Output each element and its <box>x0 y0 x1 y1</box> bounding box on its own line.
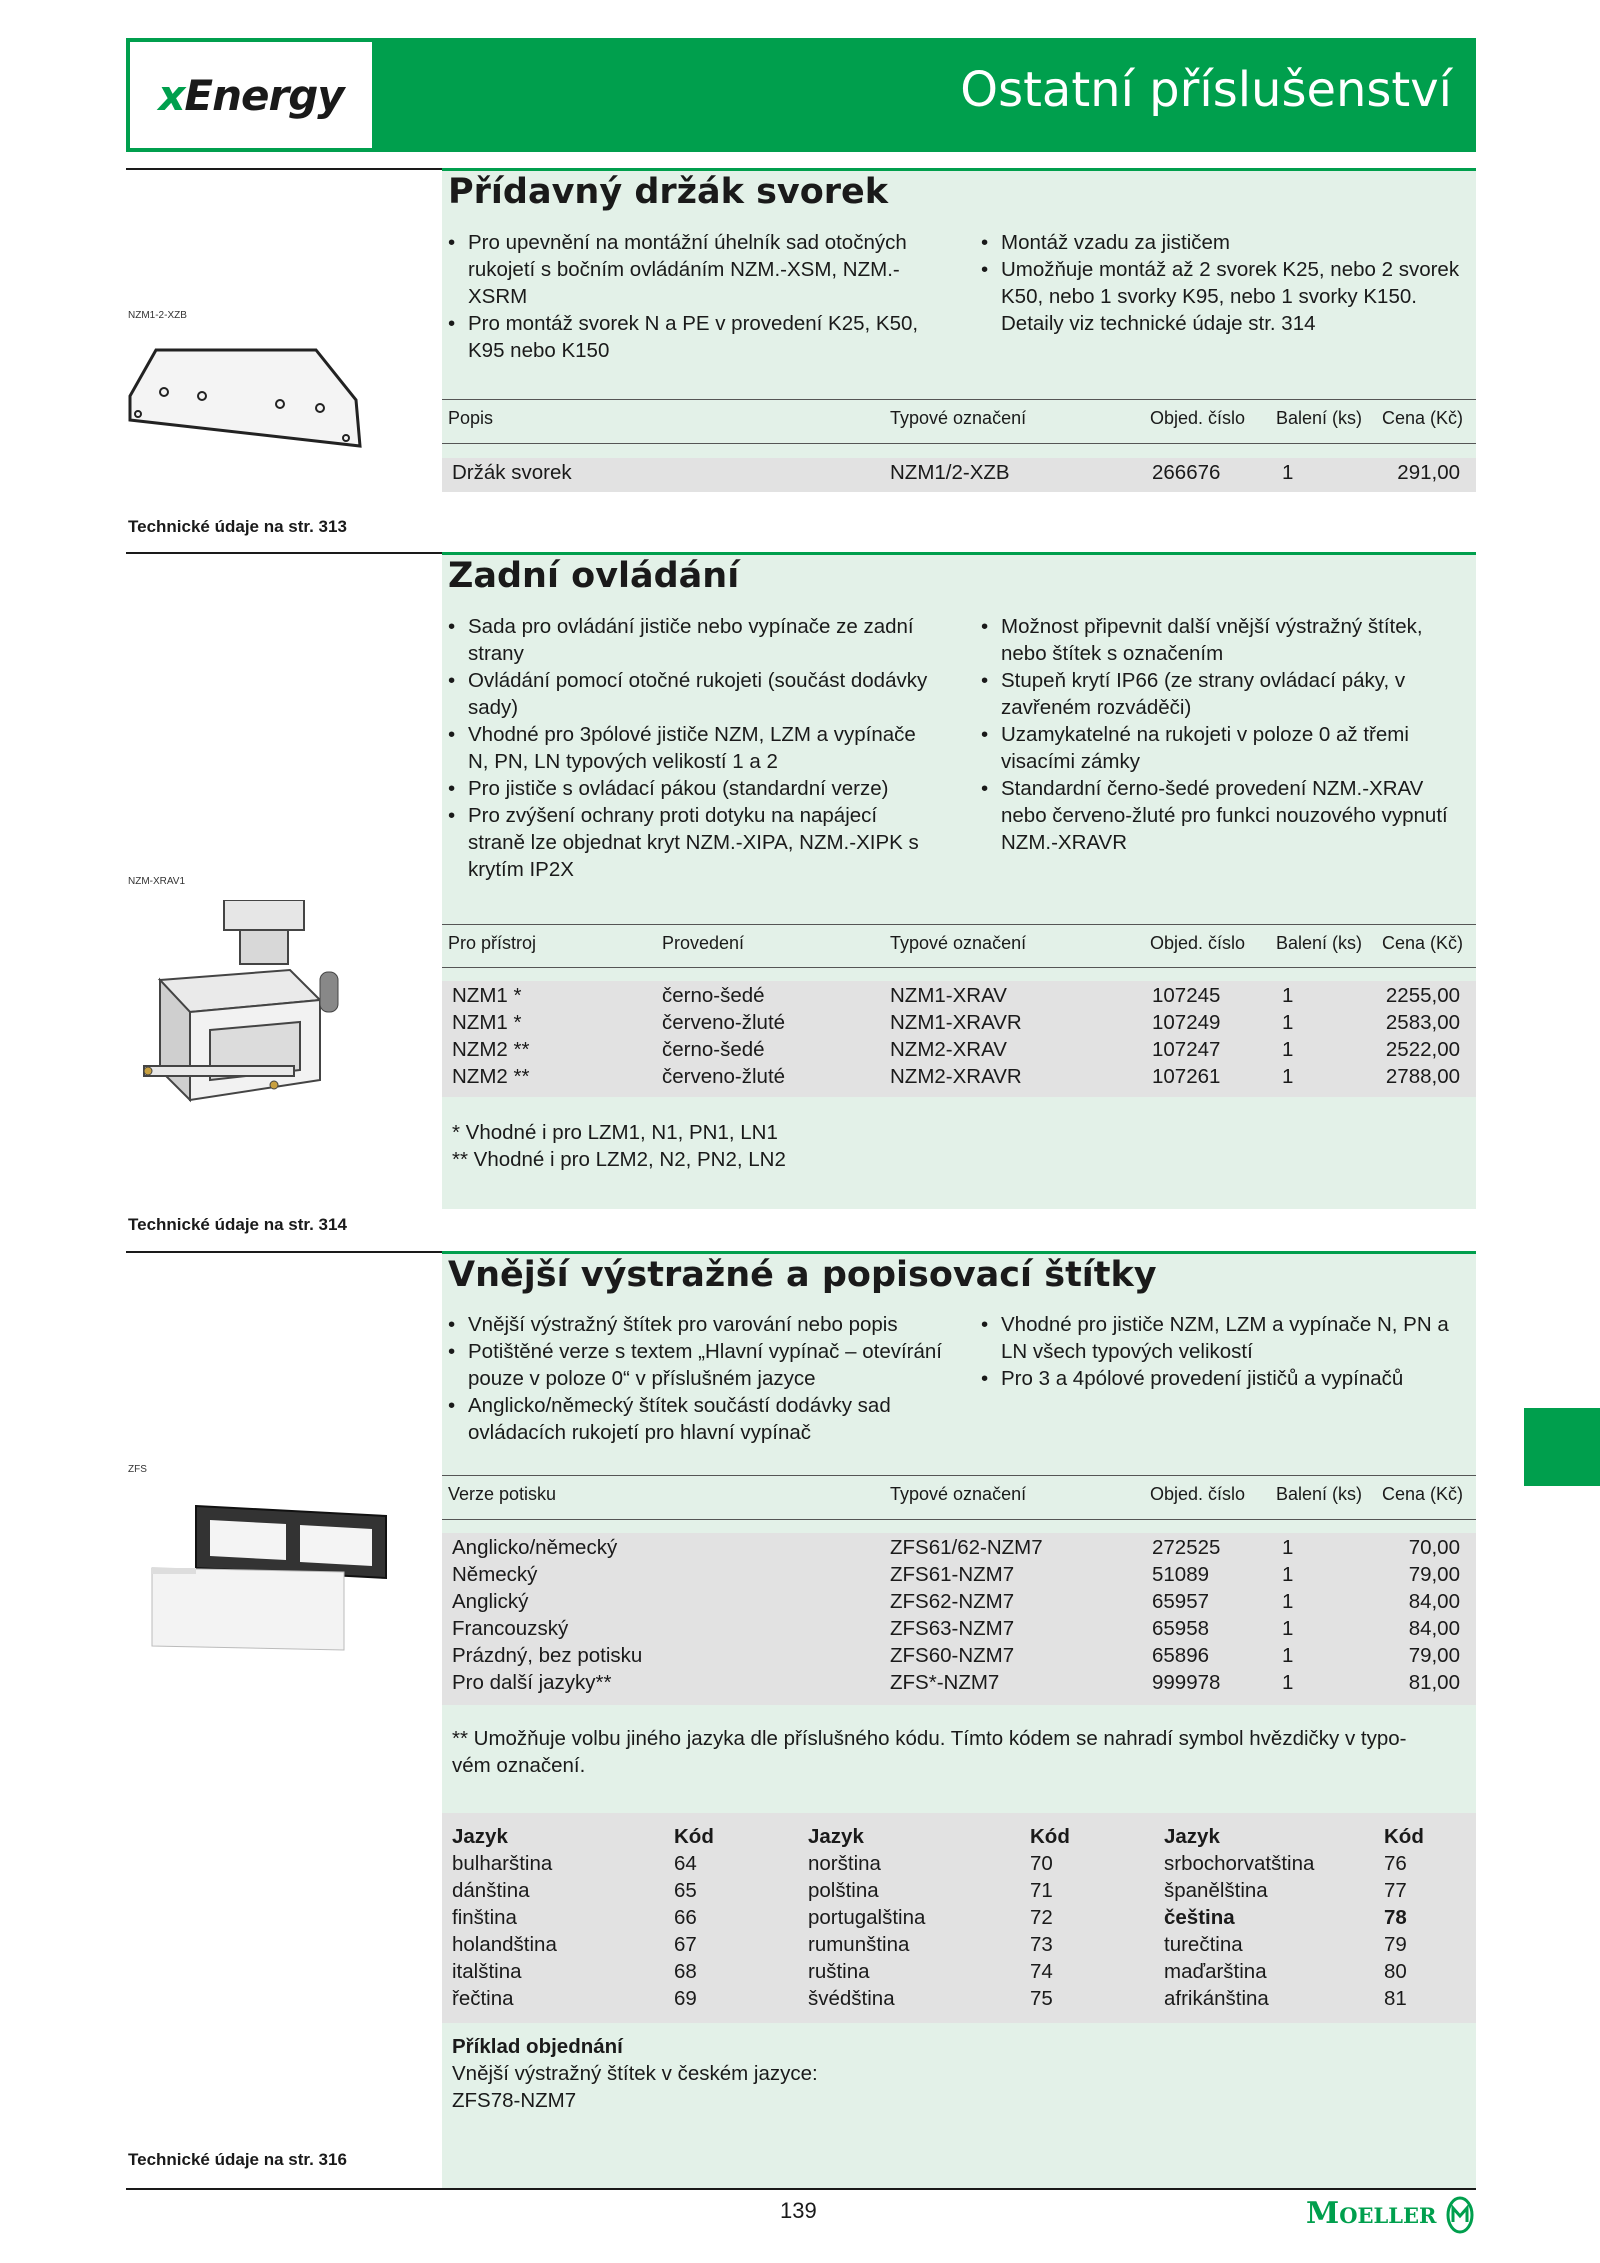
list-item: • Standardní černo-šedé provedení NZM.-XRAV nebo červeno-žluté pro funkci nouzového vypnutí NZM.-XRAVR <box>981 775 1461 856</box>
lang-column: Jazyk srbochorvatština španělština čeština turečtina maďarština afrikánština <box>1164 1825 1315 2010</box>
list-item: • Pro zvýšení ochrany proti dotyku na napájecí straně lze objednat kryt NZM.-XIPA, NZM.-XIPK s krytím IP2X <box>448 802 938 883</box>
image-code: NZM-XRAV1 <box>128 876 186 887</box>
terminal-holder-image <box>126 340 366 456</box>
chapter-tab <box>1524 1408 1600 1486</box>
table-header: Popis Typové označení Objed. číslo Balení (ks) Cena (Kč) <box>448 408 1464 428</box>
table-header-line <box>442 1519 1476 1520</box>
list-item: • Vhodné pro 3pólové jističe NZM, LZM a vypínače N, PN, LN typových velikostí 1 a 2 <box>448 721 938 775</box>
bullet-list-left <box>448 1311 948 1446</box>
list-item: • Ovládání pomocí otočné rukojeti (součást dodávky sady) <box>448 667 938 721</box>
section-rule <box>442 1251 1476 1254</box>
xenergy-logo: xEnergy <box>130 42 372 148</box>
code-column: Kód 70 71 72 73 74 75 <box>1030 1825 1070 2010</box>
bullet-list-right <box>981 1311 1461 1392</box>
table-top-line <box>442 399 1476 400</box>
table-header: Pro přístroj Provedení Typové označení Objed. číslo Balení (ks) Cena (Kč) <box>448 933 1464 953</box>
table-top-line <box>442 1475 1476 1476</box>
table-header-line <box>442 967 1476 968</box>
list-item: • Potištěné verze s textem „Hlavní vypínač – otevírání pouze v poloze 0“ v příslušném jazyce <box>448 1338 948 1392</box>
rear-operation-image <box>140 900 350 1110</box>
code-column: Kód 64 65 66 67 68 69 <box>674 1825 714 2010</box>
list-item: • Montáž vzadu za jističem <box>981 229 1476 256</box>
section-rule <box>442 168 1476 171</box>
list-item: • Možnost připevnit další vnější výstražný štítek, nebo štítek s označením <box>981 613 1461 667</box>
image-code: NZM1-2-XZB <box>128 310 187 321</box>
table-row: NZM1 * červeno-žluté NZM1-XRAVR 107249 1 2583,00 <box>452 1011 1460 1034</box>
table-row: Anglický ZFS62-NZM7 65957 1 84,00 <box>452 1590 1460 1613</box>
table-row: Prázdný, bez potisku ZFS60-NZM7 65896 1 79,00 <box>452 1644 1460 1667</box>
list-item: • Stupeň krytí IP66 (ze strany ovládací páky, v zavřeném rozváděči) <box>981 667 1461 721</box>
list-item: • Pro montáž svorek N a PE v provedení K25, K50, K95 nebo K150 <box>448 310 938 364</box>
section-title-terminal-holder: Přídavný držák svorek <box>448 172 889 212</box>
list-item: • Vhodné pro jističe NZM, LZM a vypínače N, PN a LN všech typových velikostí <box>981 1311 1461 1365</box>
footnote: ** Vhodné i pro LZM2, N2, PN2, LN2 <box>452 1148 786 1171</box>
table-row: Držák svorek NZM1/2-XZB 266676 1 291,00 <box>442 458 1476 492</box>
list-item: • Pro upevnění na montážní úhelník sad otočných rukojetí s bočním ovládáním NZM.-XSM, NZM.-XSRM <box>448 229 938 310</box>
bullet-list-right <box>981 613 1461 856</box>
code-column: Kód 76 77 78 79 80 81 <box>1384 1825 1424 2010</box>
lang-column: Jazyk bulharština dánština finština holandština italština řečtina <box>452 1825 557 2010</box>
table-body <box>442 1533 1476 1705</box>
footer-line <box>126 2188 1476 2190</box>
section-title-warning-labels: Vnější výstražné a popisovací štítky <box>448 1255 1157 1295</box>
table-row: Francouzský ZFS63-NZM7 65958 1 84,00 <box>452 1617 1460 1640</box>
list-item: • Pro jističe s ovládací pákou (standardní verze) <box>448 775 938 802</box>
list-item: • Anglicko/německý štítek součástí dodávky sad ovládacích rukojetí pro hlavní vypínač <box>448 1392 948 1446</box>
label-holder-image <box>150 1500 390 1660</box>
list-item: • Sada pro ovládání jističe nebo vypínače ze zadní strany <box>448 613 938 667</box>
section-rule <box>442 552 1476 555</box>
moeller-emblem-icon <box>1446 2196 1474 2234</box>
table-row: NZM1 * černo-šedé NZM1-XRAV 107245 1 2255,00 <box>452 984 1460 1007</box>
table-header: Verze potisku Typové označení Objed. číslo Balení (ks) Cena (Kč) <box>448 1484 1464 1504</box>
footnote: ** Umožňuje volbu jiného jazyka dle příslušného kódu. Tímto kódem se nahradí symbol hvězdičky v typo- vém označení. <box>452 1727 1407 1777</box>
list-item: • Vnější výstražný štítek pro varování nebo popis <box>448 1311 948 1338</box>
table-row: NZM2 ** červeno-žluté NZM2-XRAVR 107261 1 2788,00 <box>452 1065 1460 1088</box>
section-title-rear-operation: Zadní ovládání <box>448 556 740 596</box>
table-row: Německý ZFS61-NZM7 51089 1 79,00 <box>452 1563 1460 1586</box>
tech-ref: Technické údaje na str. 314 <box>128 1215 347 1234</box>
language-table <box>442 1813 1476 2023</box>
list-item: • Pro 3 a 4pólové provedení jističů a vypínačů <box>981 1365 1461 1392</box>
page-title: Ostatní příslušenství <box>960 62 1452 118</box>
tech-ref: Technické údaje na str. 313 <box>128 517 347 536</box>
tech-ref: Technické údaje na str. 316 <box>128 2150 347 2169</box>
table-top-line <box>442 924 1476 925</box>
list-item: • Uzamykatelné na rukojeti v poloze 0 až třemi visacími zámky <box>981 721 1461 775</box>
bullet-list-left <box>448 613 938 883</box>
moeller-logo: MOELLER <box>1306 2196 1437 2231</box>
bullet-list-right <box>981 229 1476 337</box>
footnote: * Vhodné i pro LZM1, N1, PN1, LN1 <box>452 1121 778 1144</box>
bullet-list-left <box>448 229 938 364</box>
table-body <box>442 981 1476 1097</box>
image-code: ZFS <box>128 1464 147 1475</box>
page-number: 139 <box>780 2198 817 2223</box>
list-item: • Umožňuje montáž až 2 svorek K25, nebo 2 svorek K50, nebo 1 svorky K95, nebo 1 svorky K150. Detaily viz technické údaje str. 314 <box>981 256 1476 337</box>
table-row: Pro další jazyky** ZFS*-NZM7 999978 1 81,00 <box>452 1671 1460 1694</box>
order-example: Příklad objednání Vnější výstražný štítek v českém jazyce: ZFS78-NZM7 <box>452 2035 818 2112</box>
table-row: NZM2 ** černo-šedé NZM2-XRAV 107247 1 2522,00 <box>452 1038 1460 1061</box>
table-header-line <box>442 443 1476 444</box>
lang-column: Jazyk norština polština portugalština rumunština ruština švédština <box>808 1825 926 2010</box>
table-row: Anglicko/německý ZFS61/62-NZM7 272525 1 70,00 <box>452 1536 1460 1559</box>
